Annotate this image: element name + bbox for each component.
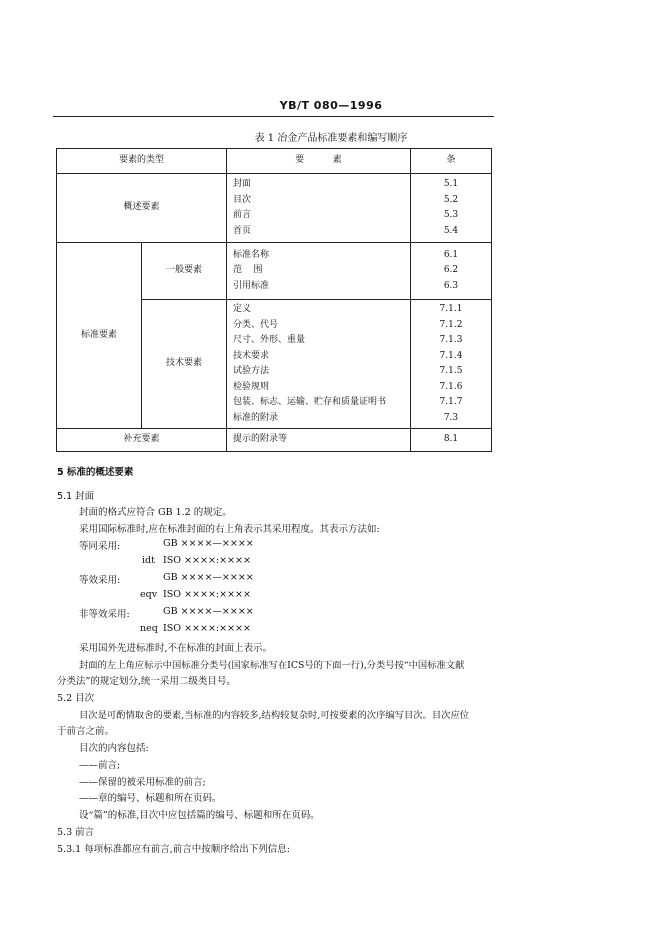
header-rule <box>53 116 494 117</box>
clause-number: 7.1.7 <box>439 397 463 407</box>
list-item: ——保留的被采用标准的前言; <box>79 777 206 788</box>
list-item: 首页 <box>233 225 252 236</box>
paragraph: 目次是可酌情取舍的要素,当标准的内容较多,结构较复杂时,可按要素的次序编写目次。目次应位 <box>79 710 470 721</box>
header-clause: 条 <box>411 149 492 174</box>
section-5-1-heading: 5.1 封面 <box>57 491 95 502</box>
general-clauses <box>411 243 492 300</box>
section-5-3-1-paragraph: 5.3.1 每项标准都应有前言,前言中按顺序给出下列信息: <box>57 844 290 855</box>
list-item: 目次 <box>233 194 252 205</box>
list-item: 封面 <box>233 179 252 189</box>
table-row <box>57 243 492 300</box>
equivalent-gb-code: GB ××××—×××× <box>163 572 254 583</box>
list-item: ——前言; <box>79 760 121 771</box>
header-elements: 要 素 <box>227 149 411 174</box>
clause-number: 6.3 <box>443 280 459 291</box>
section-5-2-heading: 5.2 目次 <box>57 693 95 704</box>
clause-number: 5.2 <box>443 194 459 205</box>
clause-number: 7.1.1 <box>439 304 463 314</box>
list-item: 前言 <box>233 210 252 220</box>
document-code-header: YB/T 080—1996 <box>279 99 383 112</box>
overview-clauses <box>411 174 492 243</box>
list-item: 标准的附录 <box>233 412 279 423</box>
clause-number: 6.1 <box>443 249 459 260</box>
list-item: 检验规则 <box>233 381 270 392</box>
list-item: 试验方法 <box>233 366 270 376</box>
list-item: 分类、代号 <box>233 319 279 330</box>
list-item: 标准名称 <box>233 249 270 260</box>
list-item: 尺寸、外形、重量 <box>233 335 306 345</box>
paragraph: 采用国际标准时,应在标准封面的右上角表示其采用程度。其表示方法如: <box>79 524 380 535</box>
clause-number: 5.3 <box>443 210 459 220</box>
paragraph: 封面的格式应符合 GB 1.2 的规定。 <box>79 507 232 518</box>
list-item: 技术要求 <box>233 350 270 361</box>
list-item: ——章的编号、标题和所在页码。 <box>79 793 222 804</box>
list-item: 包装、标志、运输、贮存和质量证明书 <box>233 397 387 407</box>
equal-iso-prefix: idt <box>142 555 155 566</box>
clause-number: 7.1.6 <box>439 381 463 392</box>
supplementary-elements-label: 补充要素 <box>57 429 227 452</box>
equal-gb-code: GB ××××—×××× <box>163 538 254 549</box>
paragraph: 封面的左上角应标示中国标准分类号(国家标准写在ICS号的下面一行),分类号按“中国标准文献 <box>79 660 465 671</box>
clause-number: 6.2 <box>443 265 459 276</box>
non-equivalent-gb-code: GB ××××—×××× <box>163 606 254 617</box>
clause-number: 7.1.2 <box>439 319 463 330</box>
clause-number: 8.1 <box>411 429 492 452</box>
paragraph: 设“篇”的标准,目次中应包括篇的编号、标题和所在页码。 <box>79 810 320 821</box>
technical-items <box>227 300 411 429</box>
supplementary-item: 提示的附录等 <box>227 429 411 452</box>
table-header-row <box>57 149 492 174</box>
clause-number: 7.1.5 <box>439 366 463 376</box>
technical-clauses <box>411 300 492 429</box>
table-row <box>57 429 492 452</box>
non-equivalent-adoption-label: 非等效采用: <box>79 609 130 620</box>
requirements-table <box>56 148 492 452</box>
clause-number: 7.3 <box>443 412 459 423</box>
technical-elements-label: 技术要素 <box>142 300 227 429</box>
paragraph: 采用国外先进标准时,不在标准的封面上表示。 <box>79 643 273 654</box>
paragraph: 分类法”的规定划分,统一采用二级类目号。 <box>57 676 236 687</box>
list-item: 引用标准 <box>233 280 270 291</box>
non-equivalent-iso-code: ISO ××××:×××× <box>163 623 251 634</box>
non-equivalent-iso-prefix: neq <box>140 623 158 634</box>
overview-elements-label: 概述要素 <box>57 174 227 243</box>
equivalent-iso-code: ISO ××××:×××× <box>163 589 251 600</box>
header-element-type: 要素的类型 <box>57 149 227 174</box>
clause-number: 5.4 <box>443 225 459 236</box>
table-row <box>57 174 492 243</box>
general-items <box>227 243 411 300</box>
equal-iso-code: ISO ××××:×××× <box>163 555 251 566</box>
general-elements-label: 一般要素 <box>142 243 227 300</box>
clause-number: 7.1.3 <box>439 335 463 345</box>
paragraph: 于前言之前。 <box>57 726 115 737</box>
list-item: 定义 <box>233 304 252 314</box>
standard-elements-label: 标准要素 <box>57 243 142 429</box>
section-5-heading: 5 标准的概述要素 <box>57 467 134 478</box>
equivalent-iso-prefix: eqv <box>140 589 158 600</box>
clause-number: 7.1.4 <box>439 350 463 361</box>
equal-adoption-label: 等同采用: <box>79 541 121 552</box>
section-5-3-heading: 5.3 前言 <box>57 827 95 838</box>
overview-items <box>227 174 411 243</box>
paragraph: 目次的内容包括: <box>79 743 149 754</box>
table-caption: 表 1 冶金产品标准要素和编写顺序 <box>254 133 408 144</box>
list-item: 范 围 <box>233 265 263 276</box>
equivalent-adoption-label: 等效采用: <box>79 575 121 586</box>
clause-number: 5.1 <box>443 179 459 189</box>
